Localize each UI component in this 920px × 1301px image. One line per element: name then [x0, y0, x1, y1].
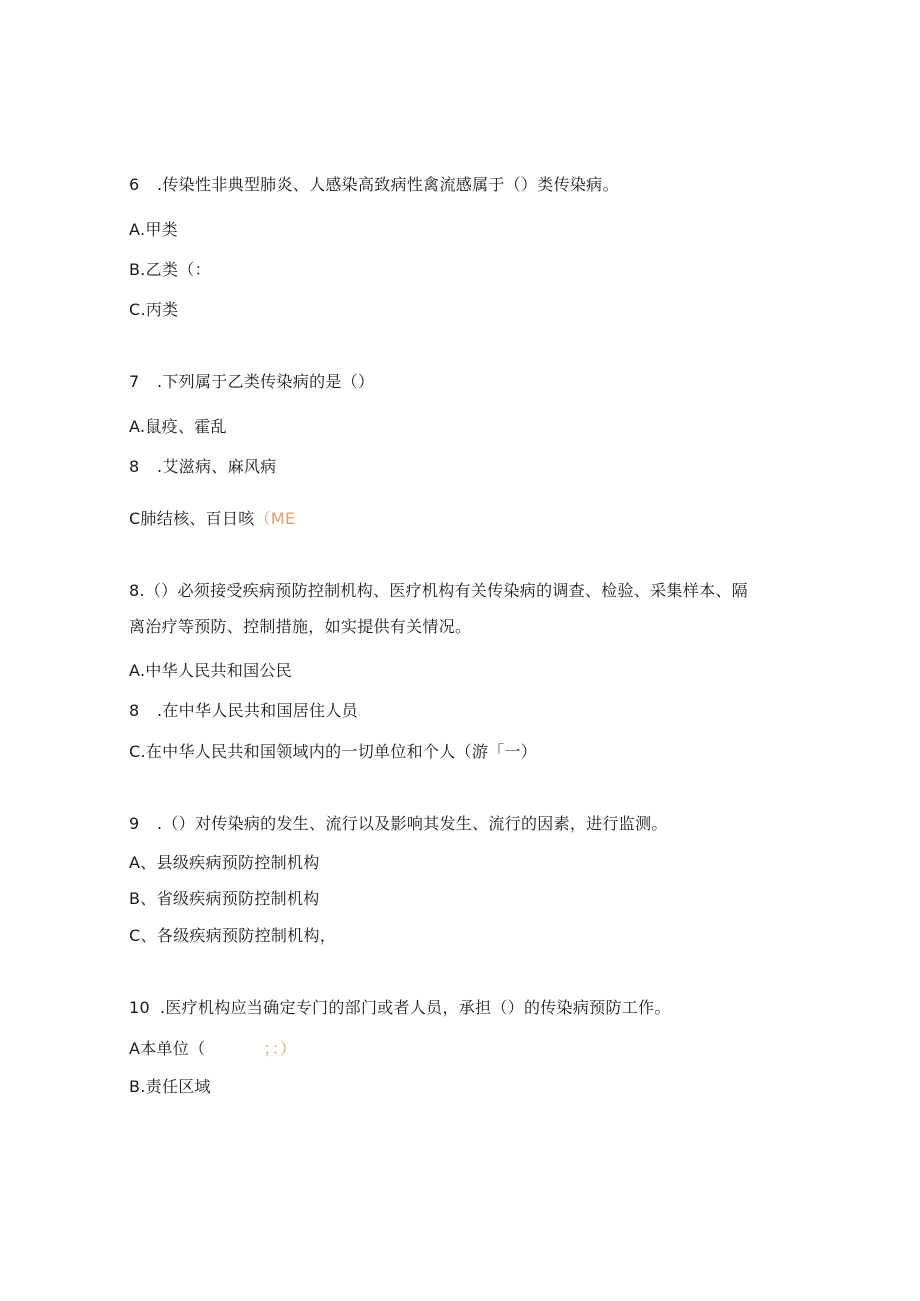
option-a — [129, 1038, 296, 1060]
option-text: .在中华人民共和国居住人员 — [157, 701, 358, 720]
answer-mark: （ME — [254, 509, 296, 528]
option-text: A本单位（ — [129, 1039, 206, 1058]
question-9-stem — [129, 813, 668, 835]
option-b: B.责任区域 — [129, 1077, 211, 1096]
option-text: .艾滋病、麻风病 — [157, 457, 277, 476]
question-7-stem — [129, 371, 374, 393]
question-text: .下列属于乙类传染病的是（） — [157, 372, 375, 391]
question-text: .（）对传染病的发生、流行以及影响其发生、流行的因素，进行监测。 — [157, 814, 668, 833]
option-number: 8 — [129, 457, 140, 476]
option-c: C.丙类 — [129, 300, 179, 319]
question-number: 6 — [129, 175, 140, 194]
option-a: A.中华人民共和国公民 — [129, 661, 293, 680]
option-b: B.乙类（： — [129, 260, 211, 279]
option-a: A、县级疾病预防控制机构 — [129, 853, 320, 872]
question-6-stem — [129, 174, 619, 196]
question-8-stem-line1: 8.（）必须接受疾病预防控制机构、医疗机构有关传染病的调查、检验、采集样本、隔 — [129, 581, 748, 600]
option-text: C肺结核、百日咳 — [129, 509, 255, 528]
option-a: A.甲类 — [129, 220, 178, 239]
question-number: 10 — [129, 998, 150, 1017]
option-c: C.在中华人民共和国领域内的一切单位和个人（游「一） — [129, 742, 538, 761]
question-text: .传染性非典型肺炎、人感染高致病性禽流感属于（）类传染病。 — [157, 175, 619, 194]
question-text: .医疗机构应当确定专门的部门或者人员，承担（）的传染病预防工作。 — [159, 998, 671, 1017]
option-b: B、省级疾病预防控制机构 — [129, 889, 320, 908]
option-c: C、各级疾病预防控制机构， — [129, 926, 337, 945]
question-10-stem — [129, 997, 671, 1019]
question-number: 9 — [129, 814, 140, 833]
question-8-stem-line2: 离治疗等预防、控制措施，如实提供有关情况。 — [129, 617, 472, 636]
option-a: A.鼠疫、霍乱 — [129, 417, 227, 436]
option-b — [129, 456, 277, 478]
answer-mark: ；：） — [263, 1039, 297, 1058]
option-c — [129, 508, 295, 530]
option-number: 8 — [129, 701, 140, 720]
option-b — [129, 700, 358, 722]
question-number: 7 — [129, 372, 140, 391]
